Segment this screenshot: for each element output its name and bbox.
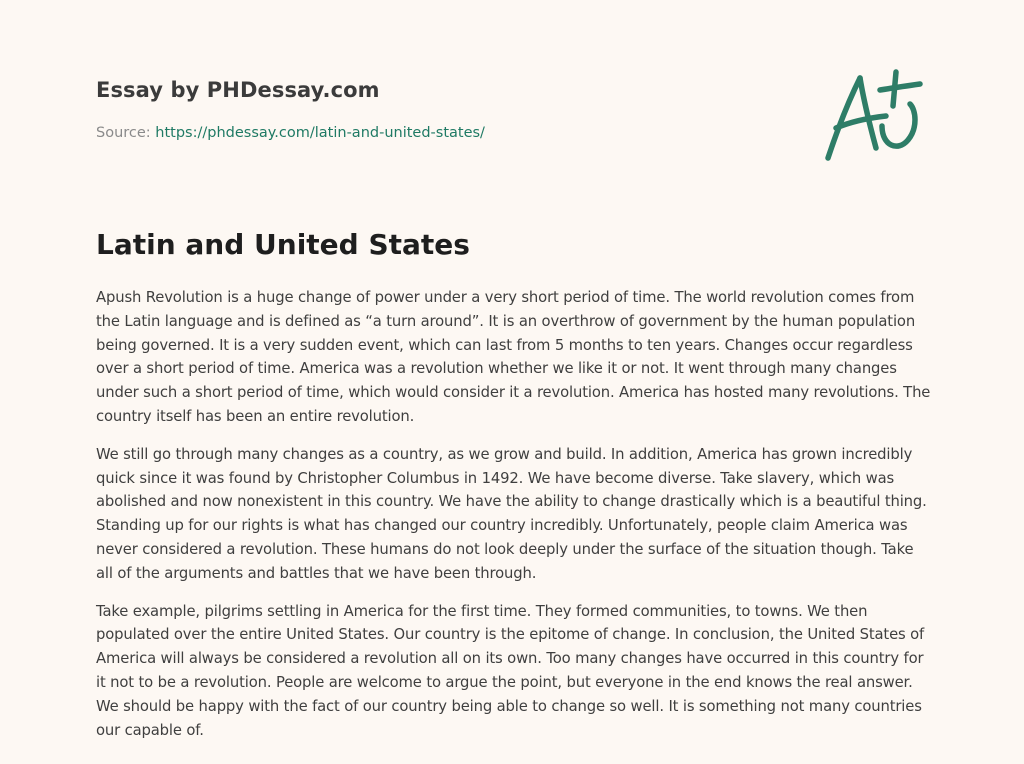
page-header	[96, 76, 796, 143]
source-line	[96, 123, 796, 143]
paragraph: We still go through many changes as a country, as we grow and build. In addition, America has grown incredibly quick since it was found by Christopher Columbus in 1492. We have become diverse. Take slavery, which was abolished and now nonexistent in this country. We have the ability to change drastically which is a beautiful thing. Standing up for our rights is what has changed our country incredibly. Unfortunately, people claim America was never considered a revolution. These humans do not look deeply under the surface of the situation though. Take all of the arguments and battles that we have been through.	[96, 445, 927, 582]
brand-title: Essay by PHDessay.com	[96, 78, 380, 102]
source-link[interactable]: https://phdessay.com/latin-and-united-states/	[155, 125, 485, 141]
article-body	[96, 286, 932, 756]
page-title: Latin and United States	[96, 228, 470, 261]
a-plus-logo-icon	[820, 66, 930, 166]
source-label: Source:	[96, 125, 156, 141]
paragraph: Apush Revolution is a huge change of power under a very short period of time. The world revolution comes from the Latin language and is defined as “a turn around”. It is an overthrow of government by the human population being governed. It is a very sudden event, which can last from 5 months to ten years. Changes occur regardless over a short period of time. America was a revolution whether we like it or not. It went through many changes under such a short period of time, which would consider it a revolution. America has hosted many revolutions. The country itself has been an entire revolution.	[96, 289, 931, 425]
paragraph: Take example, pilgrims settling in America for the first time. They formed communities, to towns. We then populated over the entire United States. Our country is the epitome of change. In conclusion, the United States of America will always be considered a revolution all on its own. Too many changes have occurred in this country for it not to be a revolution. People are welcome to argue the point, but everyone in the end knows the real answer. We should be happy with the fact of our country being able to change so well. It is something not many countries our capable of.	[96, 602, 925, 739]
